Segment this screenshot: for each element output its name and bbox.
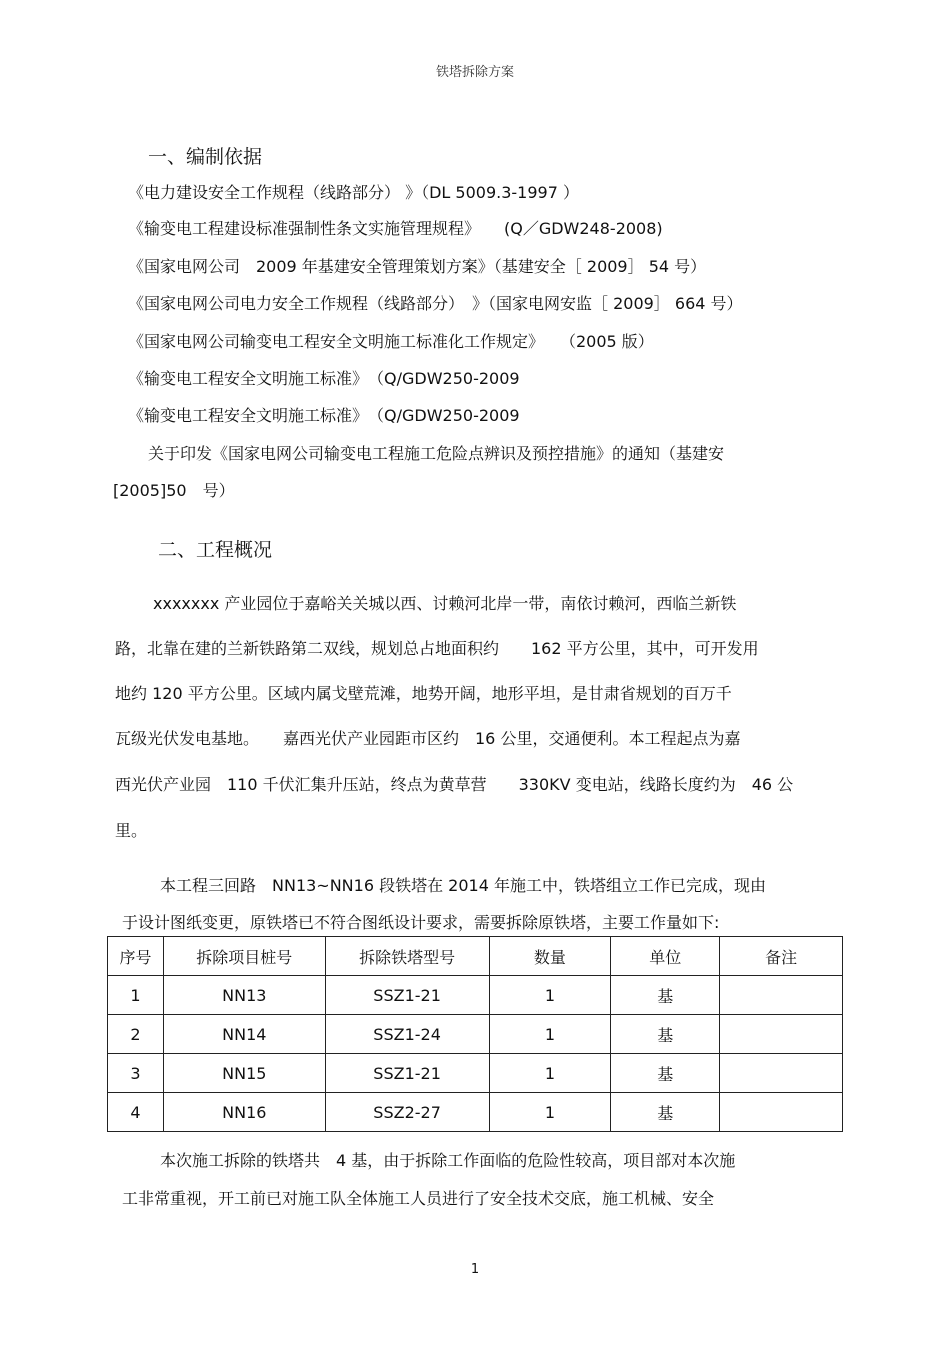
table-cell: 4 [108,1093,164,1132]
section-title-basis: 一、编制依据 [148,146,263,168]
table-cell: NN14 [163,1015,325,1054]
scope-paragraph-line: 本工程三回路 NN13~NN16 段铁塔在 2014 年施工中，铁塔组立工作已完成，现由 [160,876,766,895]
overview-paragraph-line: 里。 [115,821,148,840]
table-cell: SSZ1-21 [325,1054,489,1093]
notice-line: 关于印发《国家电网公司输变电工程施工危险点辨识及预控措施》的通知（基建安 [148,444,725,463]
section-title-overview: 二、工程概况 [158,539,273,561]
table-cell: 1 [489,1093,611,1132]
safety-paragraph-line: 工非常重视，开工前已对施工队全体施工人员进行了安全技术交底，施工机械、安全 [122,1189,715,1208]
reference-item: 《输变电工程建设标准强制性条文实施管理规程》 (Q／GDW248-2008) [128,219,663,238]
column-header: 拆除铁塔型号 [325,937,489,976]
column-header: 单位 [611,937,720,976]
notice-line: [2005]50 号） [113,481,235,500]
table-row [108,1015,843,1054]
reference-item: 《输变电工程安全文明施工标准》 （Q/GDW250-2009 [128,406,520,425]
table-cell: 基 [611,1015,720,1054]
table-cell [720,1054,843,1093]
table-cell [720,976,843,1015]
column-header: 序号 [108,937,164,976]
table-header-row [108,937,843,976]
table-cell [720,1015,843,1054]
table-cell: NN13 [163,976,325,1015]
table-cell: 1 [489,976,611,1015]
table-cell: SSZ1-24 [325,1015,489,1054]
table-cell: SSZ2-27 [325,1093,489,1132]
column-header: 备注 [720,937,843,976]
scope-paragraph-line: 于设计图纸变更，原铁塔已不符合图纸设计要求，需要拆除原铁塔，主要工作量如下: [122,913,720,932]
reference-item: 《国家电网公司输变电工程安全文明施工标准化工作规定》 （2005 版） [128,332,654,351]
table-cell: 2 [108,1015,164,1054]
table-cell: 基 [611,976,720,1015]
overview-paragraph-line: xxxxxxx 产业园位于嘉峪关关城以西、讨赖河北岸一带，南依讨赖河，西临兰新铁 [153,594,737,613]
overview-paragraph-line: 瓦级光伏发电基地。 嘉西光伏产业园距市区约 16 公里，交通便利。本工程起点为嘉 [115,729,741,748]
page-header: 铁塔拆除方案 [435,65,514,80]
table-row [108,1054,843,1093]
safety-paragraph-line: 本次施工拆除的铁塔共 4 基，由于拆除工作面临的危险性较高，项目部对本次施 [160,1151,736,1170]
table-cell: 3 [108,1054,164,1093]
overview-paragraph-line: 路，北靠在建的兰新铁路第二双线，规划总占地面积约 162 平方公里，其中，可开发用 [115,639,759,658]
reference-item: 《输变电工程安全文明施工标准》 （Q/GDW250-2009 [128,369,520,388]
table-cell: SSZ1-21 [325,976,489,1015]
table-cell: NN16 [163,1093,325,1132]
demolition-workload-table [107,936,843,1132]
table-cell: 1 [489,1054,611,1093]
table-cell: 基 [611,1054,720,1093]
table-cell: 1 [108,976,164,1015]
table-row [108,976,843,1015]
page-number: 1 [470,1262,480,1277]
table-cell: NN15 [163,1054,325,1093]
table-cell: 基 [611,1093,720,1132]
reference-item: 《国家电网公司 2009 年基建安全管理策划方案》（基建安全［ 2009］ 54 号） [128,257,707,276]
column-header: 数量 [489,937,611,976]
overview-paragraph-line: 西光伏产业园 110 千伏汇集升压站，终点为黄草营 330KV 变电站，线路长度约为 46 公 [115,775,794,794]
overview-paragraph-line: 地约 120 平方公里。区域内属戈壁荒滩，地势开阔，地形平坦，是甘肃省规划的百万千 [115,684,732,703]
table-row [108,1093,843,1132]
column-header: 拆除项目桩号 [163,937,325,976]
reference-item: 《国家电网公司电力安全工作规程（线路部分） 》（国家电网安监［ 2009］ 664 号） [128,294,743,313]
table-cell: 1 [489,1015,611,1054]
table-cell [720,1093,843,1132]
reference-item: 《电力建设安全工作规程（线路部分） 》（DL 5009.3-1997 ） [128,183,579,202]
